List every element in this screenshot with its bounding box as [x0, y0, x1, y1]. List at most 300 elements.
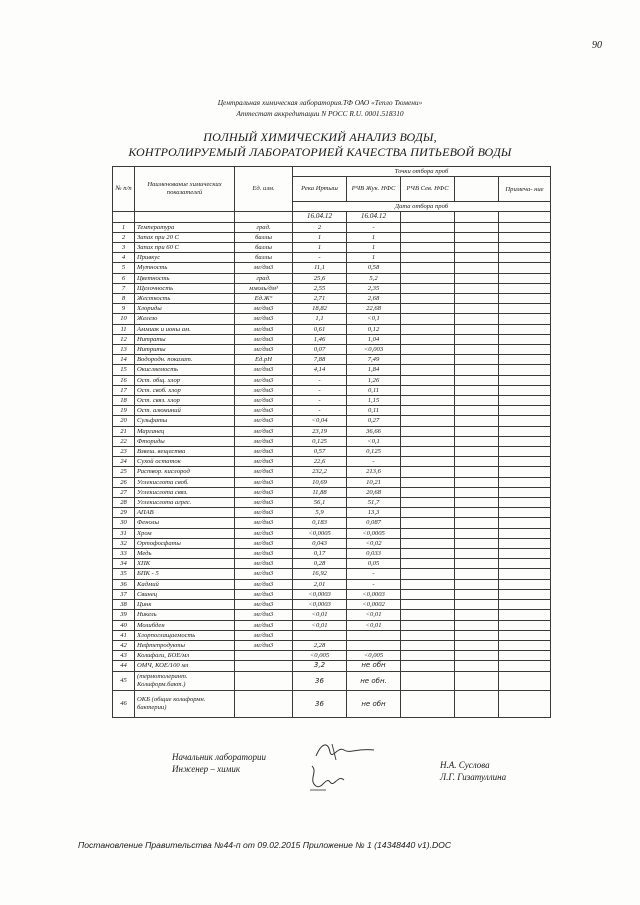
table-row [113, 406, 551, 416]
value-note [499, 232, 551, 242]
indicator-name: Аммиак и ионы ам. [135, 324, 235, 334]
unit: мг/дм3 [235, 263, 293, 273]
unit: мг/дм3 [235, 406, 293, 416]
indicator-name: Углекислота агрес. [135, 498, 235, 508]
unit [235, 671, 293, 690]
table-row [113, 334, 551, 344]
value-note [499, 579, 551, 589]
table-row [113, 630, 551, 640]
value-empty [455, 651, 499, 661]
unit: мг/дм3 [235, 467, 293, 477]
table-row [113, 416, 551, 426]
value-rchv-zhuk: 0,033 [347, 549, 401, 559]
value-river: <0,0003 [293, 600, 347, 610]
value-rchv-sev [401, 579, 455, 589]
value-rchv-zhuk: 0,11 [347, 385, 401, 395]
table-row [113, 559, 551, 569]
date-rchv-sev [401, 212, 455, 222]
table-row [113, 651, 551, 661]
value-river [293, 630, 347, 640]
table-row [113, 498, 551, 508]
value-river: <0,04 [293, 416, 347, 426]
value-empty [455, 690, 499, 717]
value-rchv-sev [401, 304, 455, 314]
value-rchv-sev [401, 375, 455, 385]
table-row [113, 304, 551, 314]
table-row [113, 538, 551, 548]
indicator-name: Хлориды [135, 304, 235, 314]
value-river: 22,6 [293, 457, 347, 467]
value-empty [455, 498, 499, 508]
value-river: <0,01 [293, 610, 347, 620]
value-note [499, 538, 551, 548]
value-rchv-sev [401, 355, 455, 365]
table-row [113, 661, 551, 671]
signature-title-engineer: Инженер – химик [172, 764, 241, 774]
value-empty [455, 242, 499, 252]
value-rchv-zhuk: 7,49 [347, 355, 401, 365]
value-empty [455, 253, 499, 263]
table-row [113, 579, 551, 589]
value-note [499, 549, 551, 559]
value-note [499, 589, 551, 599]
indicator-name: Ост. общ. хлор [135, 375, 235, 385]
indicator-name: Запах при 20 С [135, 232, 235, 242]
value-river: 36 [293, 671, 347, 690]
value-note [499, 457, 551, 467]
unit [235, 661, 293, 671]
header-rchv-zhuk: РЧВ Жук. НФС [347, 177, 401, 202]
value-note [499, 498, 551, 508]
value-note [499, 396, 551, 406]
unit: мг/дм3 [235, 579, 293, 589]
row-number: 21 [113, 426, 135, 436]
unit: мг/дм3 [235, 487, 293, 497]
value-rchv-sev [401, 447, 455, 457]
table-row [113, 518, 551, 528]
row-number: 45 [113, 671, 135, 690]
value-rchv-zhuk: <0,01 [347, 610, 401, 620]
value-river: 1 [293, 242, 347, 252]
value-note [499, 467, 551, 477]
value-empty [455, 640, 499, 650]
value-rchv-sev [401, 222, 455, 232]
value-note [499, 620, 551, 630]
unit: мг/дм3 [235, 620, 293, 630]
unit: мг/дм3 [235, 508, 293, 518]
indicator-name: Марганец [135, 426, 235, 436]
indicator-name: Нитриты [135, 345, 235, 355]
value-empty [455, 518, 499, 528]
indicator-name: (термотолерант. Колиформ.бакт.) [135, 671, 235, 690]
indicator-name: Щелочность [135, 283, 235, 293]
unit: баллы [235, 253, 293, 263]
value-rchv-sev [401, 640, 455, 650]
row-number: 28 [113, 498, 135, 508]
value-rchv-zhuk: 1 [347, 242, 401, 252]
value-rchv-zhuk: 1,04 [347, 334, 401, 344]
row-number: 35 [113, 569, 135, 579]
value-rchv-sev [401, 242, 455, 252]
value-rchv-sev [401, 385, 455, 395]
date-rchv-zhuk: 16.04.12 [347, 212, 401, 222]
value-note [499, 508, 551, 518]
table-row [113, 253, 551, 263]
value-rchv-sev [401, 314, 455, 324]
value-empty [455, 355, 499, 365]
value-note [499, 365, 551, 375]
row-number: 40 [113, 620, 135, 630]
indicator-name: Кадмий [135, 579, 235, 589]
unit: ммоль/дм³ [235, 283, 293, 293]
value-note [499, 273, 551, 283]
unit: Ед.pH [235, 355, 293, 365]
value-empty [455, 375, 499, 385]
row-number: 27 [113, 487, 135, 497]
header-num: № п/п [113, 167, 135, 212]
unit: мг/дм3 [235, 538, 293, 548]
indicator-name: Водородн. показат. [135, 355, 235, 365]
unit: мг/дм3 [235, 518, 293, 528]
date-river: 16.04.12 [293, 212, 347, 222]
unit: мг/дм3 [235, 426, 293, 436]
value-empty [455, 334, 499, 344]
date-row-unit [235, 212, 293, 222]
unit: мг/дм3 [235, 375, 293, 385]
value-note [499, 447, 551, 457]
unit: баллы [235, 242, 293, 252]
value-rchv-sev [401, 467, 455, 477]
value-river: 2,55 [293, 283, 347, 293]
value-rchv-zhuk: 0,125 [347, 447, 401, 457]
value-empty [455, 610, 499, 620]
unit: мг/дм3 [235, 385, 293, 395]
value-river: <0,0003 [293, 589, 347, 599]
row-number: 5 [113, 263, 135, 273]
indicator-name: Хлорпоглащаемость [135, 630, 235, 640]
value-rchv-zhuk: 20,68 [347, 487, 401, 497]
value-rchv-sev [401, 518, 455, 528]
value-rchv-sev [401, 273, 455, 283]
value-rchv-zhuk: <0,01 [347, 620, 401, 630]
table-row [113, 690, 551, 717]
value-empty [455, 304, 499, 314]
value-note [499, 569, 551, 579]
organization-name: Центральная химическая лаборатория.ТФ ОАО «Тепло Тюмени» [217, 98, 423, 107]
value-river: 0,183 [293, 518, 347, 528]
indicator-name: Хром [135, 528, 235, 538]
value-rchv-zhuk: 2,35 [347, 283, 401, 293]
row-number: 2 [113, 232, 135, 242]
unit: Ед.Ж° [235, 294, 293, 304]
value-rchv-zhuk: <0,005 [347, 651, 401, 661]
value-river: 0,125 [293, 436, 347, 446]
value-empty [455, 487, 499, 497]
row-number: 17 [113, 385, 135, 395]
value-rchv-sev [401, 600, 455, 610]
table-row [113, 447, 551, 457]
table-row [113, 314, 551, 324]
value-rchv-zhuk: <0,0005 [347, 528, 401, 538]
value-rchv-sev [401, 569, 455, 579]
value-note [499, 559, 551, 569]
value-rchv-zhuk: 36,66 [347, 426, 401, 436]
value-rchv-zhuk: 1,84 [347, 365, 401, 375]
value-rchv-sev [401, 651, 455, 661]
value-river: <0,005 [293, 651, 347, 661]
header-unit: Ед. изм. [235, 167, 293, 212]
value-empty [455, 620, 499, 630]
value-rchv-sev [401, 549, 455, 559]
value-note [499, 600, 551, 610]
value-empty [455, 385, 499, 395]
value-rchv-sev [401, 630, 455, 640]
value-river: 3,2 [293, 661, 347, 671]
value-note [499, 304, 551, 314]
value-rchv-zhuk: 0,05 [347, 559, 401, 569]
value-river: 4,14 [293, 365, 347, 375]
signature-name-engineer: Л.Г. Гизатуллина [440, 772, 507, 782]
table-row [113, 640, 551, 650]
date-note [499, 212, 551, 222]
value-river: 2 [293, 222, 347, 232]
value-river: - [293, 253, 347, 263]
value-rchv-sev [401, 477, 455, 487]
value-empty [455, 273, 499, 283]
value-rchv-zhuk: 2,68 [347, 294, 401, 304]
value-rchv-zhuk: не обн [347, 661, 401, 671]
table-row [113, 436, 551, 446]
value-note [499, 477, 551, 487]
value-rchv-zhuk: <0,1 [347, 314, 401, 324]
value-empty [455, 528, 499, 538]
indicator-name: ХПК [135, 559, 235, 569]
row-number: 26 [113, 477, 135, 487]
value-note [499, 640, 551, 650]
value-note [499, 651, 551, 661]
value-rchv-zhuk [347, 640, 401, 650]
table-row [113, 600, 551, 610]
header-empty [455, 177, 499, 202]
value-rchv-zhuk [347, 630, 401, 640]
row-number: 38 [113, 600, 135, 610]
row-number: 43 [113, 651, 135, 661]
row-number: 30 [113, 518, 135, 528]
value-rchv-sev [401, 406, 455, 416]
value-note [499, 690, 551, 717]
unit: мг/дм3 [235, 559, 293, 569]
value-empty [455, 294, 499, 304]
indicator-name: Привкус [135, 253, 235, 263]
value-rchv-zhuk: 13,3 [347, 508, 401, 518]
value-rchv-zhuk: - [347, 222, 401, 232]
value-note [499, 630, 551, 640]
value-note [499, 294, 551, 304]
value-rchv-zhuk: - [347, 457, 401, 467]
value-empty [455, 579, 499, 589]
header-sampling-dates: Дата отбора проб [293, 202, 551, 212]
unit: мг/дм3 [235, 549, 293, 559]
unit: мг/дм3 [235, 365, 293, 375]
indicator-name: Нитраты [135, 334, 235, 344]
unit: мг/дм3 [235, 630, 293, 640]
value-river: 2,71 [293, 294, 347, 304]
table-row [113, 508, 551, 518]
value-river: 25,6 [293, 273, 347, 283]
value-note [499, 355, 551, 365]
value-note [499, 324, 551, 334]
value-empty [455, 559, 499, 569]
value-empty [455, 589, 499, 599]
row-number: 37 [113, 589, 135, 599]
value-river: 0,28 [293, 559, 347, 569]
table-row [113, 294, 551, 304]
value-note [499, 242, 551, 252]
results-rows [113, 222, 551, 717]
value-empty [455, 549, 499, 559]
table-row [113, 457, 551, 467]
value-empty [455, 232, 499, 242]
value-rchv-sev [401, 671, 455, 690]
row-number: 24 [113, 457, 135, 467]
value-rchv-sev [401, 589, 455, 599]
value-river: 0,043 [293, 538, 347, 548]
value-rchv-sev [401, 365, 455, 375]
date-row-num [113, 212, 135, 222]
value-empty [455, 467, 499, 477]
value-rchv-zhuk: 0,27 [347, 416, 401, 426]
unit: мг/дм3 [235, 457, 293, 467]
table-row [113, 365, 551, 375]
value-river: 0,07 [293, 345, 347, 355]
indicator-name: Сульфаты [135, 416, 235, 426]
value-empty [455, 457, 499, 467]
unit: мг/дм3 [235, 345, 293, 355]
row-number: 23 [113, 447, 135, 457]
indicator-name: Никель [135, 610, 235, 620]
table-row [113, 324, 551, 334]
value-rchv-sev [401, 324, 455, 334]
value-rchv-sev [401, 661, 455, 671]
value-rchv-zhuk: 0,12 [347, 324, 401, 334]
value-note [499, 671, 551, 690]
row-number: 9 [113, 304, 135, 314]
unit: мг/дм3 [235, 314, 293, 324]
row-number: 4 [113, 253, 135, 263]
unit: мг/дм3 [235, 447, 293, 457]
value-empty [455, 406, 499, 416]
value-rchv-sev [401, 436, 455, 446]
unit: мг/дм3 [235, 640, 293, 650]
document-title-line2: КОНТРОЛИРУЕМЫЙ ЛАБОРАТОРИЕЙ КАЧЕСТВА ПИТЬЕВОЙ ВОДЫ [128, 145, 512, 159]
indicator-name: Фториды [135, 436, 235, 446]
indicator-name: Ост. своб. хлор [135, 385, 235, 395]
table-row [113, 549, 551, 559]
table-row [113, 467, 551, 477]
value-empty [455, 426, 499, 436]
value-rchv-zhuk: <0,1 [347, 436, 401, 446]
row-number: 10 [113, 314, 135, 324]
unit: мг/дм3 [235, 498, 293, 508]
value-rchv-sev [401, 283, 455, 293]
unit: мг/дм3 [235, 396, 293, 406]
table-row [113, 283, 551, 293]
row-number: 33 [113, 549, 135, 559]
value-rchv-zhuk: 10,21 [347, 477, 401, 487]
value-empty [455, 396, 499, 406]
value-empty [455, 661, 499, 671]
value-rchv-zhuk: <0,02 [347, 538, 401, 548]
value-river: 36 [293, 690, 347, 717]
value-river: - [293, 406, 347, 416]
header-river: Река Иртыш [293, 177, 347, 202]
row-number: 32 [113, 538, 135, 548]
value-rchv-zhuk: 22,68 [347, 304, 401, 314]
row-number: 39 [113, 610, 135, 620]
indicator-name: Жесткость [135, 294, 235, 304]
unit: мг/дм3 [235, 477, 293, 487]
value-empty [455, 671, 499, 690]
value-river: 7,88 [293, 355, 347, 365]
row-number: 11 [113, 324, 135, 334]
row-number: 16 [113, 375, 135, 385]
value-note [499, 222, 551, 232]
unit: баллы [235, 232, 293, 242]
value-rchv-sev [401, 294, 455, 304]
value-note [499, 661, 551, 671]
indicator-name: ОКБ (общие колиформн. бактерии) [135, 690, 235, 717]
table-row [113, 355, 551, 365]
table-row [113, 242, 551, 252]
value-empty [455, 222, 499, 232]
value-river: <0,0005 [293, 528, 347, 538]
value-river: 0,61 [293, 324, 347, 334]
indicator-name: ОМЧ, КОЕ/100 мл [135, 661, 235, 671]
value-rchv-zhuk: 1 [347, 232, 401, 242]
row-number: 29 [113, 508, 135, 518]
value-empty [455, 263, 499, 273]
row-number: 7 [113, 283, 135, 293]
value-empty [455, 600, 499, 610]
table-row [113, 396, 551, 406]
value-river: 11,1 [293, 263, 347, 273]
indicator-name: Цветность [135, 273, 235, 283]
value-empty [455, 436, 499, 446]
indicator-name: Цинк [135, 600, 235, 610]
indicator-name: Фенолы [135, 518, 235, 528]
value-rchv-zhuk: 213,6 [347, 467, 401, 477]
value-river: <0,01 [293, 620, 347, 630]
table-row [113, 232, 551, 242]
indicator-name: Свинец [135, 589, 235, 599]
value-rchv-zhuk: 0,087 [347, 518, 401, 528]
value-rchv-sev [401, 690, 455, 717]
value-empty [455, 477, 499, 487]
date-row-name [135, 212, 235, 222]
accreditation-line: Аттестат аккредитации N РОСС R.U. 0001.518310 [236, 109, 404, 118]
value-rchv-sev [401, 263, 455, 273]
row-number: 41 [113, 630, 135, 640]
row-number: 13 [113, 345, 135, 355]
value-rchv-sev [401, 559, 455, 569]
results-table [112, 166, 551, 718]
value-rchv-sev [401, 620, 455, 630]
indicator-name: БПК - 5 [135, 569, 235, 579]
value-rchv-zhuk: - [347, 569, 401, 579]
header-sampling-points: Точки отбора проб [293, 167, 551, 177]
indicator-name: Ортофосфаты [135, 538, 235, 548]
footer-reference: Постановление Правительства №44-п от 09.02.2015 Приложение № 1 (14348440 v1).DOC [78, 840, 452, 850]
